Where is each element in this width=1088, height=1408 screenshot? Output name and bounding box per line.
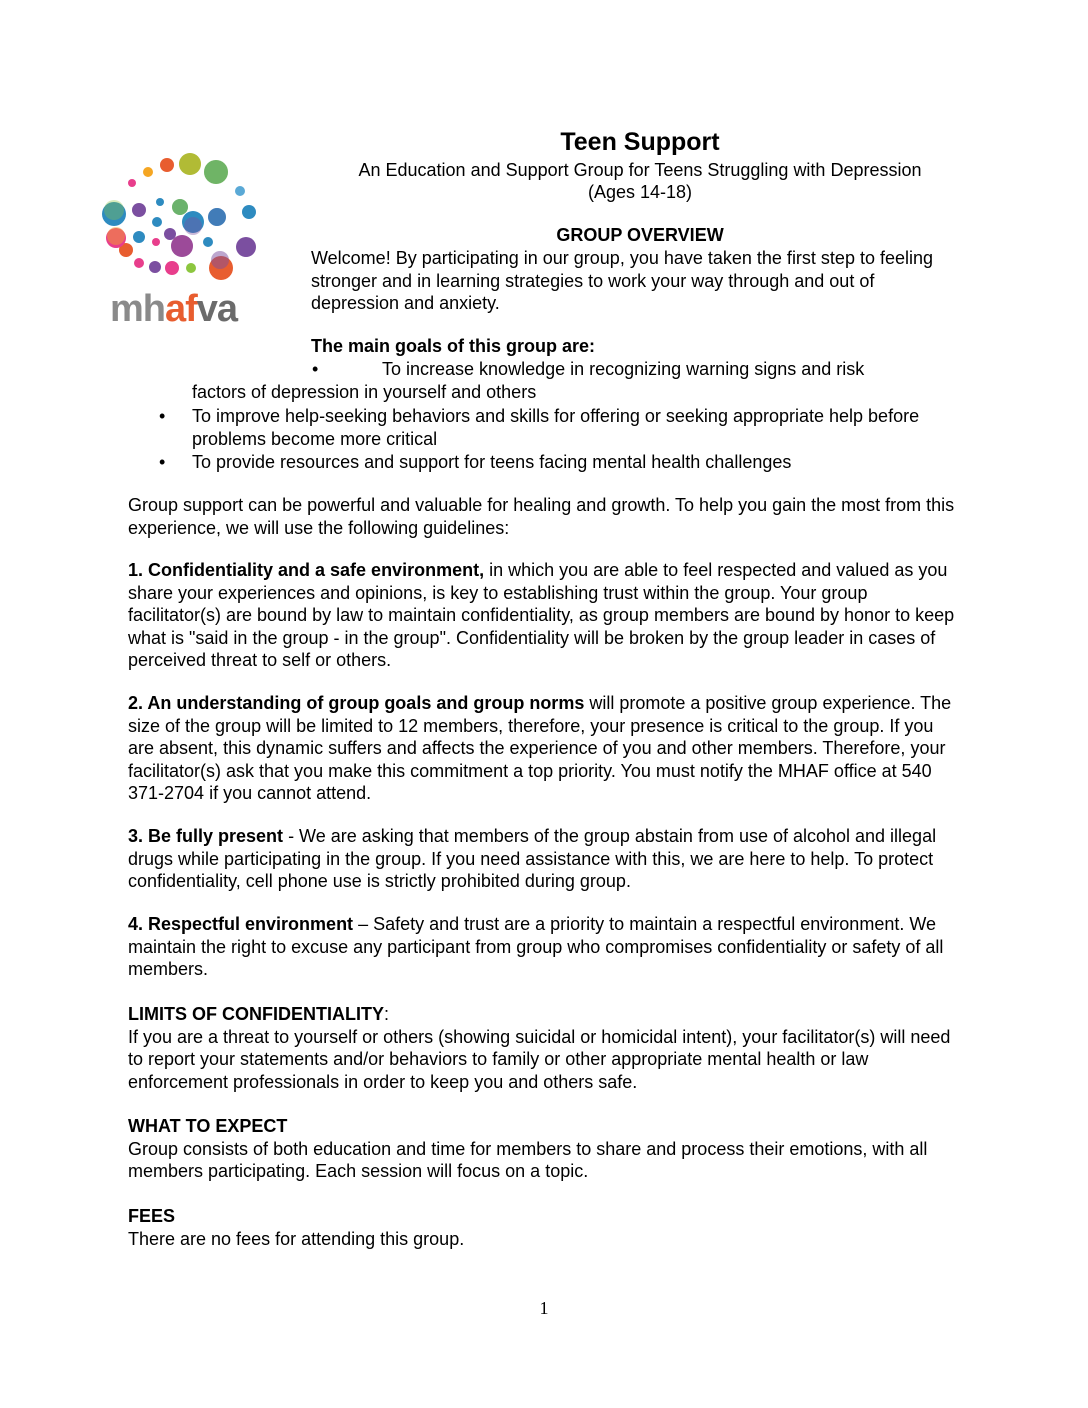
goals-heading: The main goals of this group are:	[311, 336, 596, 356]
heading-colon: :	[383, 1004, 389, 1024]
guideline-title: 4. Respectful environment	[128, 914, 354, 934]
welcome-paragraph: Welcome! By participating in our group, you have taken the first step to feeling stronger and in learning strategies to work your way through and out of depression and anxiety.	[311, 248, 934, 314]
guideline-paragraph	[128, 825, 958, 893]
limits-section	[128, 1003, 963, 1093]
subtitle-line: An Education and Support Group for Teens Struggling with Depression	[358, 160, 922, 180]
logo-wordmark	[110, 288, 237, 331]
guideline-text: – Safety and trust are a priority to maintain a respectful environment. We maintain the right to excuse any participant from group who compromises confidentiality or safety of all members.	[128, 914, 944, 980]
page-subtitle	[320, 159, 960, 203]
section-heading: LIMITS OF CONFIDENTIALITY	[128, 1004, 384, 1024]
section-text: If you are a threat to yourself or others (showing suicidal or homicidal intent), your facilitator(s) will need to report your statements and/or behaviors to family or other appropriate mental health or law enforcement professionals in order to keep you and others safe.	[128, 1026, 951, 1092]
logo-text-part: mh	[110, 288, 165, 330]
bullet-icon: •	[159, 406, 166, 426]
goal-list-item	[159, 451, 952, 474]
bullet-icon: •	[312, 359, 319, 379]
logo-text-part: va	[196, 288, 238, 330]
overview-heading: GROUP OVERVIEW	[556, 225, 724, 245]
section-heading: WHAT TO EXPECT	[128, 1116, 288, 1136]
guideline-title: 2. An understanding of group goals and group norms	[128, 693, 585, 713]
guideline-text: - We are asking that members of the group abstain from use of alcohol and illegal drugs while participating in the group. If you need assistance with this, we are here to help. To protect confidentiality, cell phone use is strictly prohibited during group.	[128, 826, 937, 892]
guideline-title: 1. Confidentiality and a safe environment,	[128, 560, 485, 580]
bullet-icon: •	[159, 452, 166, 472]
goal-text-line: factors of depression in yourself and others	[192, 381, 537, 402]
goal-text-line: To increase knowledge in recognizing warning signs and risk	[382, 359, 865, 379]
expect-section	[128, 1115, 958, 1183]
section-text: Group consists of both education and time for members to share and process their emotions, with all members participating. Each session will focus on a topic.	[128, 1138, 928, 1182]
guideline-text: will promote a positive group experience. The size of the group will be limited to 12 members, therefore, your presence is critical to the group. If you are absent, this dynamic suffers and affects the experience of you and other members. Therefore, your facilitator(s) ask that you make this commitment a top priority. You must notify the MHAF office at 540 371-2704 if you cannot attend.	[128, 693, 952, 804]
guideline-title: 3. Be fully present	[128, 826, 284, 846]
goal-text: To improve help-seeking behaviors and skills for offering or seeking appropriate help before problems become more critical	[192, 406, 920, 449]
page-number: 1	[539, 1298, 549, 1318]
guideline-paragraph	[128, 559, 963, 672]
guideline-text: in which you are able to feel respected and valued as you share your experiences and opinions, is key to establishing trust within the group. Your group facilitator(s) are bound by law to maintain confidentiality, as group members are bound by honor to keep what is "said in the group - in the group". Confidentiality will be broken by the group leader in cases of perceived threat to self or others.	[128, 560, 955, 671]
page-title: Teen Support	[560, 128, 720, 156]
section-heading: FEES	[128, 1206, 176, 1226]
guideline-paragraph	[128, 913, 958, 981]
guideline-paragraph	[128, 692, 958, 805]
goal-list-item	[159, 405, 952, 450]
spiral-dots-logo-graphic	[96, 150, 266, 280]
goal-text: To provide resources and support for teens facing mental health challenges	[192, 452, 792, 472]
mhafva-logo	[96, 150, 266, 340]
subtitle-line: (Ages 14-18)	[587, 182, 693, 202]
section-text: There are no fees for attending this group.	[128, 1228, 465, 1249]
goal-list-item	[192, 358, 952, 403]
guidelines-intro: Group support can be powerful and valuable for healing and growth. To help you gain the most from this experience, we will use the following guidelines:	[128, 495, 955, 538]
logo-text-part: af	[165, 288, 197, 330]
fees-section	[128, 1205, 958, 1250]
